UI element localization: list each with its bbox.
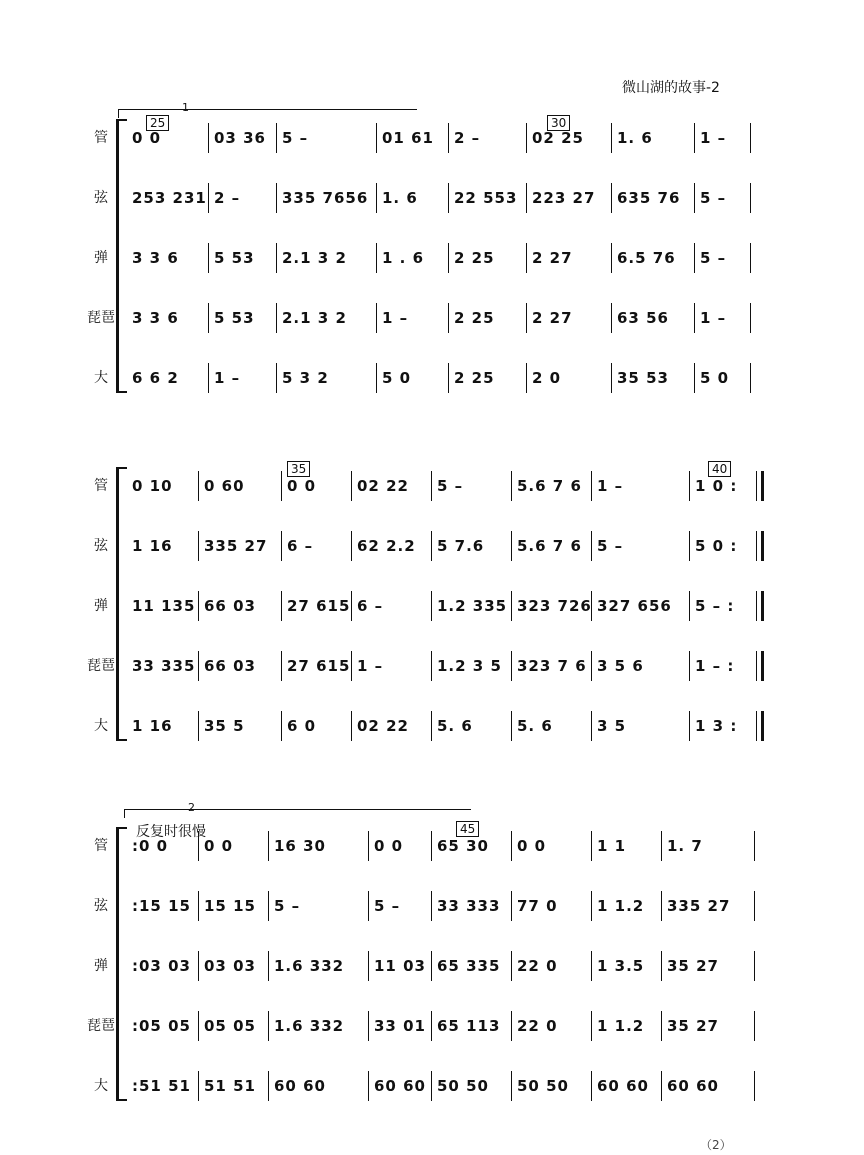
measure: 27 615: [287, 597, 351, 615]
system-bracket: [116, 827, 127, 1101]
measure: 1. 6: [382, 189, 418, 207]
barline: [526, 303, 527, 333]
measure: 5 53: [214, 249, 255, 267]
part-label: 管: [94, 838, 108, 854]
tempo-marking: 反复时很慢: [136, 824, 206, 840]
measure: 22 0: [517, 957, 558, 975]
barline: [376, 123, 377, 153]
measure: 2 –: [214, 189, 241, 207]
barline: [611, 363, 612, 393]
barline: [268, 951, 269, 981]
measure: 65 113: [437, 1017, 501, 1035]
barline: [198, 1071, 199, 1101]
barline: [431, 531, 432, 561]
volta-number: 1: [182, 101, 189, 114]
measure: 60 60: [667, 1077, 719, 1095]
measure: 5 –: [700, 189, 727, 207]
measure: 2.1 3 2: [282, 249, 347, 267]
volta-number: 2: [188, 801, 195, 814]
measure: 1 . 6: [382, 249, 425, 267]
measure: 1 3 :: [695, 717, 738, 735]
barline: [431, 651, 432, 681]
measure: 2 27: [532, 249, 573, 267]
barline: [591, 531, 592, 561]
measure: 0 0: [287, 477, 317, 495]
barline: [198, 591, 199, 621]
barline: [431, 471, 432, 501]
barline: [376, 243, 377, 273]
barline: [198, 1011, 199, 1041]
measure: 5 0: [700, 369, 730, 387]
measure: :0 0: [132, 837, 169, 855]
barline: [694, 123, 695, 153]
measure: 5 7.6: [437, 537, 485, 555]
measure: 253 231: [132, 189, 207, 207]
notation-row: [128, 595, 758, 621]
measure: 3 3 6: [132, 249, 179, 267]
barline: [376, 363, 377, 393]
barline: [198, 951, 199, 981]
barline: [276, 243, 277, 273]
barline: [661, 1071, 662, 1101]
staff-system: [0, 462, 864, 773]
barline: [511, 891, 512, 921]
measure: 01 61: [382, 129, 434, 147]
measure: 3 5: [597, 717, 627, 735]
volta-bracket: [124, 809, 471, 818]
barline: [661, 951, 662, 981]
measure: 66 03: [204, 657, 256, 675]
system-bracket: [116, 467, 127, 741]
measure: 1.6 332: [274, 1017, 345, 1035]
barline: [208, 363, 209, 393]
barline: [591, 951, 592, 981]
barline: [281, 651, 282, 681]
measure: 02 22: [357, 477, 409, 495]
barline: [268, 1011, 269, 1041]
barline: [368, 831, 369, 861]
barline: [208, 183, 209, 213]
barline: [276, 303, 277, 333]
measure: 50 50: [437, 1077, 489, 1095]
barline: [268, 1071, 269, 1101]
barline: [431, 711, 432, 741]
barline: [689, 591, 690, 621]
measure: 5 – :: [695, 597, 735, 615]
barline: [694, 303, 695, 333]
barline: [754, 1011, 755, 1041]
measure: 223 27: [532, 189, 596, 207]
measure: 6 –: [357, 597, 384, 615]
barline: [511, 651, 512, 681]
barline: [368, 891, 369, 921]
part-label: 大: [94, 1078, 108, 1094]
measure: 1 1.2: [597, 1017, 645, 1035]
measure: 635 76: [617, 189, 681, 207]
barline: [276, 183, 277, 213]
measure: 2 –: [454, 129, 481, 147]
barline: [591, 591, 592, 621]
barline: [754, 951, 755, 981]
notation-row: [128, 835, 758, 861]
part-label: 管: [94, 130, 108, 146]
measure: :51 51: [132, 1077, 191, 1095]
measure: 0 10: [132, 477, 173, 495]
part-label: 弦: [94, 190, 108, 206]
measure: 50 50: [517, 1077, 569, 1095]
barline: [268, 831, 269, 861]
measure: :15 15: [132, 897, 191, 915]
measure: 1 –: [700, 309, 727, 327]
measure: 1 –: [597, 477, 624, 495]
part-label: 弹: [94, 250, 108, 266]
measure: 33 335: [132, 657, 196, 675]
barline: [511, 1011, 512, 1041]
barline: [750, 303, 751, 333]
measure: 6.5 76: [617, 249, 676, 267]
notation-row: [128, 1075, 758, 1101]
barline: [376, 183, 377, 213]
page-header: 微山湖的故事-2: [622, 80, 720, 96]
measure: 1. 6: [617, 129, 653, 147]
barline: [351, 591, 352, 621]
barline: [198, 831, 199, 861]
measure: 5 3 2: [282, 369, 329, 387]
notation-row: [128, 535, 758, 561]
barline: [281, 711, 282, 741]
notation-row: [128, 307, 758, 333]
barline: [208, 243, 209, 273]
barline: [431, 831, 432, 861]
part-label: 弹: [94, 598, 108, 614]
repeat-end-barline: [756, 531, 764, 561]
barline: [611, 183, 612, 213]
measure: 22 0: [517, 1017, 558, 1035]
barline: [611, 243, 612, 273]
measure: 1 –: [700, 129, 727, 147]
measure: 1 –: [357, 657, 384, 675]
measure: 1.2 3 5: [437, 657, 502, 675]
barline: [268, 891, 269, 921]
measure: 11 03: [374, 957, 426, 975]
measure: 1.6 332: [274, 957, 345, 975]
measure: 6 –: [287, 537, 314, 555]
barline: [448, 183, 449, 213]
barline: [448, 363, 449, 393]
measure: 62 2.2: [357, 537, 416, 555]
measure: 11 135: [132, 597, 196, 615]
measure: 335 27: [667, 897, 731, 915]
barline: [750, 243, 751, 273]
measure: 2 25: [454, 369, 495, 387]
barline: [276, 123, 277, 153]
barline: [208, 303, 209, 333]
barline: [511, 711, 512, 741]
measure: 1 16: [132, 717, 173, 735]
part-label: 琵琶: [87, 310, 115, 326]
notation-row: [128, 247, 758, 273]
barline: [281, 591, 282, 621]
measure: 5. 6: [437, 717, 473, 735]
measure: 35 27: [667, 957, 719, 975]
barline: [198, 531, 199, 561]
barline: [448, 243, 449, 273]
measure: 65 335: [437, 957, 501, 975]
notation-row: [128, 187, 758, 213]
notation-row: [128, 895, 758, 921]
measure: :05 05: [132, 1017, 191, 1035]
measure: 65 30: [437, 837, 489, 855]
measure: 5.6 7 6: [517, 477, 582, 495]
barline: [591, 711, 592, 741]
barline: [689, 711, 690, 741]
part-label: 大: [94, 370, 108, 386]
barline: [750, 183, 751, 213]
barline: [276, 363, 277, 393]
repeat-end-barline: [756, 711, 764, 741]
notation-row: [128, 475, 758, 501]
measure: 66 03: [204, 597, 256, 615]
measure: 2 27: [532, 309, 573, 327]
barline: [754, 1071, 755, 1101]
measure: 1 1.2: [597, 897, 645, 915]
measure: 335 7656: [282, 189, 369, 207]
notation-row: [128, 1015, 758, 1041]
rehearsal-mark: 45: [456, 821, 479, 837]
measure: 1 –: [214, 369, 241, 387]
measure: 323 7 6: [517, 657, 587, 675]
barline: [511, 591, 512, 621]
barline: [694, 183, 695, 213]
measure: 5 –: [274, 897, 301, 915]
barline: [754, 831, 755, 861]
measure: 5. 6: [517, 717, 553, 735]
barline: [511, 531, 512, 561]
barline: [511, 471, 512, 501]
barline: [689, 471, 690, 501]
barline: [198, 651, 199, 681]
page-number: （2）: [700, 1138, 732, 1152]
measure: 3 3 6: [132, 309, 179, 327]
measure: 22 553: [454, 189, 518, 207]
system-bracket: [116, 119, 127, 393]
measure: 0 60: [204, 477, 245, 495]
measure: 1 0 :: [695, 477, 738, 495]
barline: [689, 531, 690, 561]
measure: 35 27: [667, 1017, 719, 1035]
measure: 6 0: [287, 717, 317, 735]
measure: 5.6 7 6: [517, 537, 582, 555]
measure: 6 6 2: [132, 369, 179, 387]
measure: 77 0: [517, 897, 558, 915]
measure: 0 0: [517, 837, 547, 855]
barline: [750, 363, 751, 393]
measure: 1 –: [382, 309, 409, 327]
barline: [750, 123, 751, 153]
measure: 3 5 6: [597, 657, 644, 675]
measure: 5 –: [437, 477, 464, 495]
barline: [694, 243, 695, 273]
measure: 33 333: [437, 897, 501, 915]
measure: 5 0 :: [695, 537, 738, 555]
rehearsal-mark: 40: [708, 461, 731, 477]
barline: [208, 123, 209, 153]
barline: [368, 1011, 369, 1041]
barline: [591, 1011, 592, 1041]
barline: [526, 123, 527, 153]
notation-row: [128, 367, 758, 393]
barline: [448, 303, 449, 333]
measure: 1.2 335: [437, 597, 508, 615]
barline: [591, 891, 592, 921]
rehearsal-mark: 25: [146, 115, 169, 131]
part-label: 大: [94, 718, 108, 734]
measure: 335 27: [204, 537, 268, 555]
barline: [368, 951, 369, 981]
barline: [694, 363, 695, 393]
notation-row: [128, 127, 758, 153]
measure: 03 03: [204, 957, 256, 975]
barline: [351, 471, 352, 501]
part-label: 弦: [94, 898, 108, 914]
notation-row: [128, 655, 758, 681]
measure: 1 – :: [695, 657, 735, 675]
measure: 02 22: [357, 717, 409, 735]
measure: 5 –: [597, 537, 624, 555]
measure: 27 615: [287, 657, 351, 675]
barline: [611, 123, 612, 153]
measure: 5 –: [374, 897, 401, 915]
measure: 2 0: [532, 369, 562, 387]
barline: [511, 831, 512, 861]
staff-system: [0, 801, 864, 1133]
barline: [448, 123, 449, 153]
measure: 2.1 3 2: [282, 309, 347, 327]
barline: [591, 651, 592, 681]
barline: [591, 1071, 592, 1101]
barline: [661, 1011, 662, 1041]
measure: 03 36: [214, 129, 266, 147]
barline: [376, 303, 377, 333]
part-label: 琵琶: [87, 1018, 115, 1034]
repeat-end-barline: [756, 651, 764, 681]
part-label: 弹: [94, 958, 108, 974]
barline: [591, 471, 592, 501]
measure: 2 25: [454, 309, 495, 327]
measure: 1 16: [132, 537, 173, 555]
rehearsal-mark: 35: [287, 461, 310, 477]
part-label: 管: [94, 478, 108, 494]
barline: [431, 591, 432, 621]
barline: [351, 711, 352, 741]
barline: [351, 531, 352, 561]
measure: 1 1: [597, 837, 627, 855]
measure: 0 0: [374, 837, 404, 855]
notation-row: [128, 715, 758, 741]
barline: [198, 471, 199, 501]
barline: [281, 531, 282, 561]
measure: 15 15: [204, 897, 256, 915]
barline: [351, 651, 352, 681]
barline: [511, 1071, 512, 1101]
barline: [368, 1071, 369, 1101]
measure: 5 0: [382, 369, 412, 387]
barline: [611, 303, 612, 333]
barline: [526, 363, 527, 393]
measure: 51 51: [204, 1077, 256, 1095]
barline: [431, 951, 432, 981]
measure: 1. 7: [667, 837, 703, 855]
measure: 0 0: [204, 837, 234, 855]
barline: [661, 831, 662, 861]
barline: [431, 1071, 432, 1101]
barline: [591, 831, 592, 861]
measure: 60 60: [597, 1077, 649, 1095]
barline: [511, 951, 512, 981]
measure: 1 3.5: [597, 957, 645, 975]
measure: 63 56: [617, 309, 669, 327]
measure: :03 03: [132, 957, 191, 975]
part-label: 琵琶: [87, 658, 115, 674]
barline: [198, 891, 199, 921]
measure: 35 5: [204, 717, 245, 735]
barline: [526, 183, 527, 213]
part-label: 弦: [94, 538, 108, 554]
measure: 35 53: [617, 369, 669, 387]
barline: [281, 471, 282, 501]
measure: 0 0: [132, 129, 162, 147]
measure: 02 25: [532, 129, 584, 147]
barline: [689, 651, 690, 681]
measure: 5 53: [214, 309, 255, 327]
measure: 60 60: [274, 1077, 326, 1095]
measure: 327 656: [597, 597, 672, 615]
barline: [754, 891, 755, 921]
repeat-end-barline: [756, 591, 764, 621]
measure: 05 05: [204, 1017, 256, 1035]
repeat-end-barline: [756, 471, 764, 501]
staff-system: [0, 101, 864, 425]
notation-row: [128, 955, 758, 981]
barline: [526, 243, 527, 273]
barline: [431, 891, 432, 921]
measure: 16 30: [274, 837, 326, 855]
measure: 5 –: [282, 129, 309, 147]
measure: 5 –: [700, 249, 727, 267]
barline: [661, 891, 662, 921]
measure: 33 01: [374, 1017, 426, 1035]
barline: [198, 711, 199, 741]
barline: [431, 1011, 432, 1041]
measure: 60 60: [374, 1077, 426, 1095]
measure: 323 726: [517, 597, 592, 615]
rehearsal-mark: 30: [547, 115, 570, 131]
measure: 2 25: [454, 249, 495, 267]
